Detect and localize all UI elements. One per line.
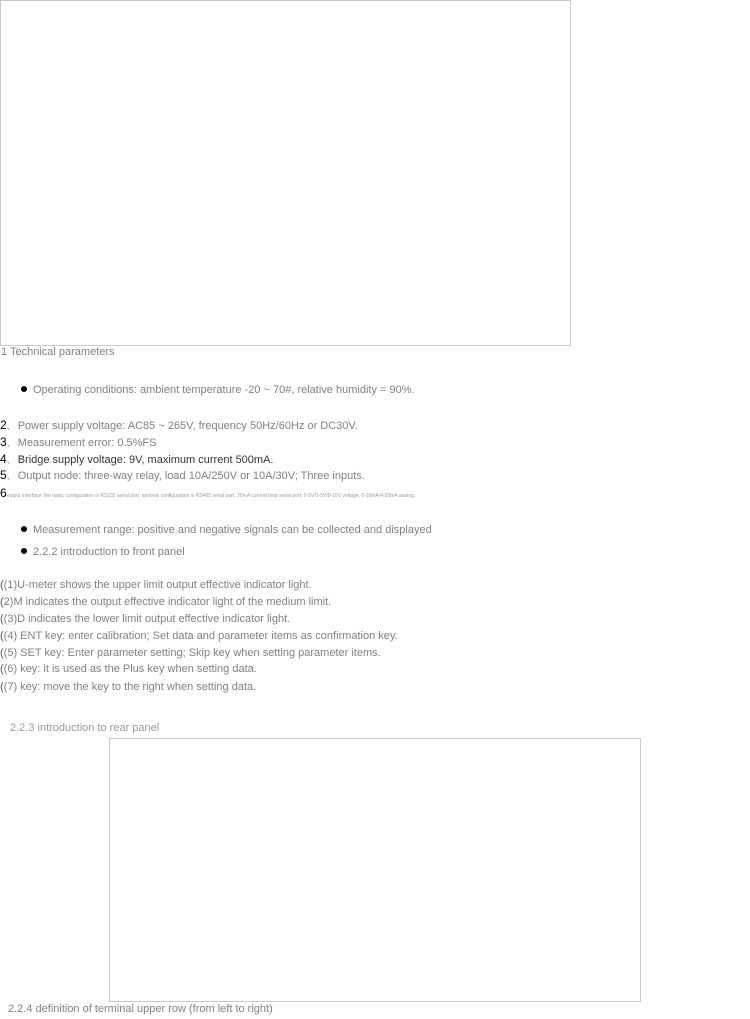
numbered-item: 5、 Output node: three-way relay, load 10A/250V or 10A/30V; Three inputs. — [0, 468, 365, 482]
front-panel-item: (2)M indicates the output effective indicator light of the medium limit. — [0, 596, 332, 608]
front-panel-item: ((7) key: move the key to the right when setting data. — [0, 681, 257, 693]
rear-panel-image — [109, 738, 641, 1002]
bullet-operating-conditions: Operating conditions: ambient temperature -20 ~ 70#, relative humidity = 90%. — [21, 384, 415, 396]
terminal-heading: 2.2.4 definition of terminal upper row (from left to right) — [8, 1003, 273, 1015]
bullet-icon — [21, 548, 27, 554]
bullet-icon — [21, 526, 27, 532]
front-panel-image — [0, 0, 571, 346]
numbered-item: 6output interface: the basic configuration is RS232 serial port, optional configuration is RS485 serial port, 20mA current loop serial port, 0-5V/1-5V/0-10V voltage, 0-20mA/4-20mA analog. — [0, 486, 416, 500]
front-panel-item: ((3)D indicates the lower limit output effective indicator light. — [0, 613, 291, 625]
front-panel-item: ((6) key: it is used as the Plus key when setting data. — [0, 663, 257, 675]
front-panel-item: ((4) ENT key: enter calibration; Set data and parameter items as confirmation key. — [0, 630, 398, 642]
bullet-icon — [21, 386, 27, 392]
numbered-item: 4、 Bridge supply voltage: 9V, maximum current 500mA. — [0, 452, 274, 466]
front-panel-heading: 2.2.2 introduction to front panel — [21, 546, 185, 558]
section-title: 1 Technical parameters — [1, 346, 115, 358]
rear-panel-heading: 2.2.3 introduction to rear panel — [10, 722, 160, 734]
bullet-measurement-range: Measurement range: positive and negative signals can be collected and displayed — [21, 524, 432, 536]
numbered-item: 3、 Measurement error: 0.5%FS — [0, 435, 157, 449]
front-panel-item: ((5) SET key: Enter parameter setting; Skip key when setting parameter items. — [0, 647, 381, 659]
numbered-item: 2、 Power supply voltage: AC85 ~ 265V, frequency 50Hz/60Hz or DC30V. — [0, 418, 358, 432]
front-panel-item: ((1)U-meter shows the upper limit output effective indicator light. — [0, 579, 312, 591]
